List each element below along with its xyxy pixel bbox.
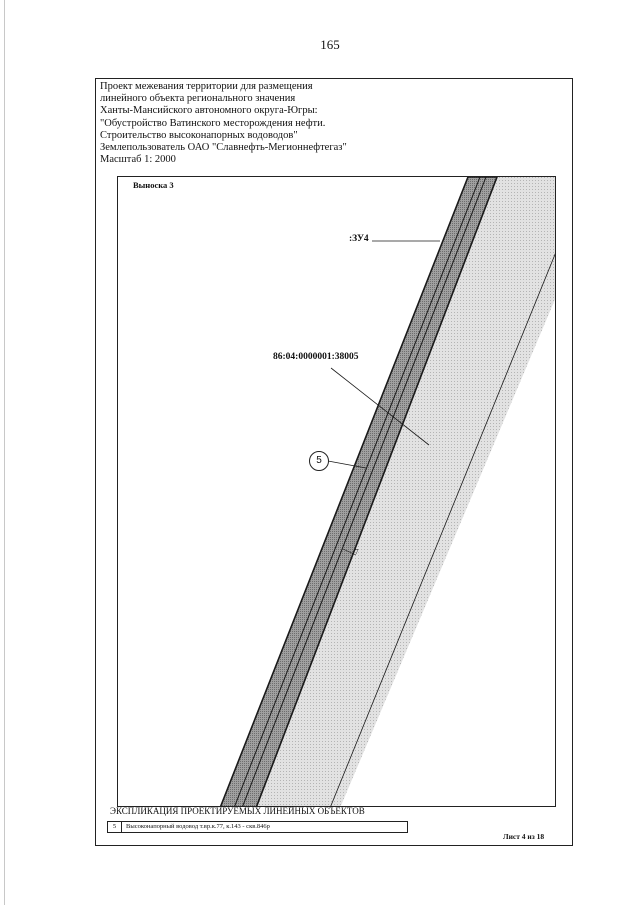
title-line-6: Землепользователь ОАО "Славнефть-Мегионнефтегаз" <box>100 142 347 154</box>
title-block <box>100 81 347 166</box>
explication-row-name: Высоконапорный водовод т.вр.к.77, к.143 - скв.846р <box>126 823 270 830</box>
map-callout <box>117 176 556 807</box>
scan-edge <box>4 0 5 905</box>
page-number: 165 <box>320 37 340 52</box>
explication-row-number: 5 <box>108 822 122 832</box>
title-line-2: линейного объекта регионального значения <box>100 93 296 105</box>
map-drawing <box>118 177 556 807</box>
title-line-5: Строительство высоконапорных водоводов" <box>100 129 298 141</box>
title-line-1: Проект межевания территории для размещения <box>100 81 313 92</box>
zone-label: :ЗУ4 <box>349 234 369 244</box>
object-number-marker: 5 <box>309 451 329 471</box>
sheet-number: Лист 4 из 18 <box>503 832 545 841</box>
small-mark-label: 7 <box>355 548 359 556</box>
scale-line: Масштаб 1: 2000 <box>100 154 176 166</box>
title-line-4: "Обустройство Ватинского месторождения нефти. <box>100 117 326 129</box>
explication-table <box>107 821 408 833</box>
callout-title: Выноска 3 <box>133 180 174 190</box>
title-line-3: Ханты-Мансийского автономного округа-Югры: <box>100 105 318 117</box>
cadastral-number-label: 86:04:0000001:38005 <box>273 352 359 362</box>
explication-title: ЭКСПЛИКАЦИЯ ПРОЕКТИРУЕМЫХ ЛИНЕЙНЫХ ОБЪЕКТОВ <box>110 806 365 816</box>
